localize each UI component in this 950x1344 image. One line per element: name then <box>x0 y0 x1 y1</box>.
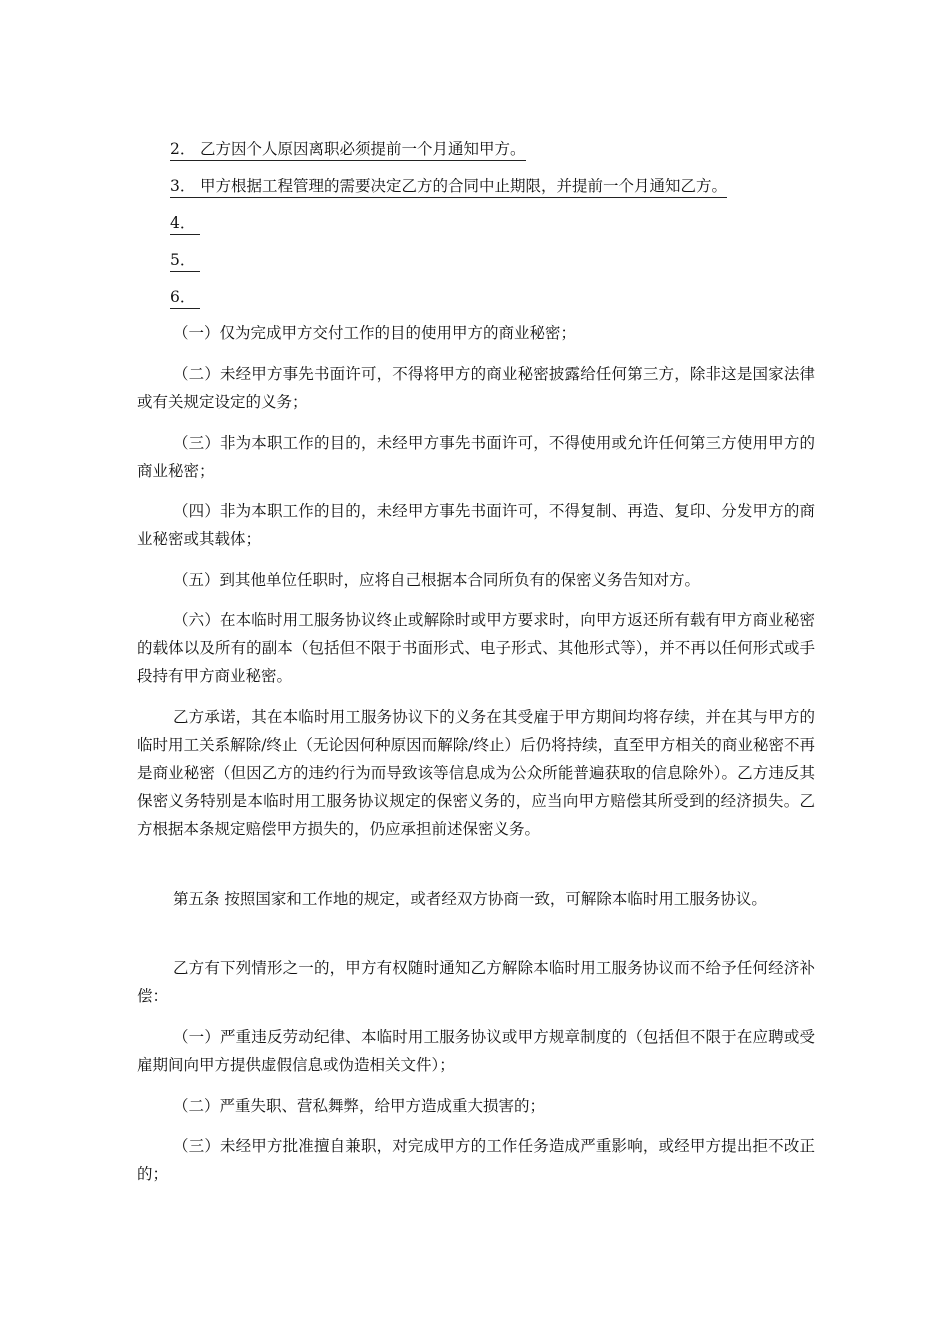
item-number: 4． <box>170 214 196 232</box>
clause-paragraph: （五）到其他单位任职时，应将自己根据本合同所负有的保密义务告知对方。 <box>173 571 701 589</box>
clause-paragraph: （三）未经甲方批准擅自兼职，对完成甲方的工作任务造成严重影响，或经甲方提出拒不改正的； <box>137 1137 815 1183</box>
item-number: 2． <box>170 140 196 158</box>
clause-paragraph: （二）未经甲方事先书面许可，不得将甲方的商业秘密披露给任何第三方，除非这是国家法律或有关规定设定的义务； <box>137 365 815 411</box>
clause-paragraph: （一）严重违反劳动纪律、本临时用工服务协议或甲方规章制度的（包括但不限于在应聘或受雇期间向甲方提供虚假信息或伪造相关文件）； <box>137 1028 815 1074</box>
clause-paragraph: （二）严重失职、营私舞弊，给甲方造成重大损害的； <box>173 1097 546 1115</box>
clause-paragraph: （三）非为本职工作的目的，未经甲方事先书面许可，不得使用或允许任何第三方使用甲方的商业秘密； <box>137 434 815 480</box>
numbered-item-4 <box>170 213 200 235</box>
item-number: 3． <box>170 177 196 195</box>
clause-paragraph: （四）非为本职工作的目的，未经甲方事先书面许可，不得复制、再造、复印、分发甲方的商业秘密或其载体； <box>137 502 815 548</box>
numbered-item-2 <box>170 139 526 161</box>
article-paragraph: 第五条 按照国家和工作地的规定，或者经双方协商一致，可解除本临时用工服务协议。 <box>173 890 767 908</box>
item-number: 5． <box>170 251 196 269</box>
clause-paragraph: （一）仅为完成甲方交付工作的目的使用甲方的商业秘密； <box>173 324 577 342</box>
item-text: 甲方根据工程管理的需要决定乙方的合同中止期限，并提前一个月通知乙方。 <box>200 177 728 195</box>
clause-paragraph: 乙方有下列情形之一的，甲方有权随时通知乙方解除本临时用工服务协议而不给予任何经济补偿： <box>137 959 815 1005</box>
item-number: 6． <box>170 288 196 306</box>
clause-paragraph: （六）在本临时用工服务协议终止或解除时或甲方要求时，向甲方返还所有载有甲方商业秘密的载体以及所有的副本（包括但不限于书面形式、电子形式、其他形式等），并不再以任何形式或手段持有甲方商业秘密。 <box>137 611 815 685</box>
numbered-item-5 <box>170 250 200 272</box>
clause-paragraph: 乙方承诺，其在本临时用工服务协议下的义务在其受雇于甲方期间均将存续，并在其与甲方的临时用工关系解除/终止（无论因何种原因而解除/终止）后仍将持续，直至甲方相关的商业秘密不再是商业秘密（但因乙方的违约行为而导致该等信息成为公众所能普遍获取的信息除外）。乙方违反其保密义务特别是本临时用工服务协议规定的保密义务的，应当向甲方赔偿其所受到的经济损失。乙方根据本条规定赔偿甲方损失的，仍应承担前述保密义务。 <box>137 708 815 838</box>
item-text: 乙方因个人原因离职必须提前一个月通知甲方。 <box>200 140 526 158</box>
numbered-item-6 <box>170 287 200 309</box>
numbered-item-3 <box>170 176 727 198</box>
